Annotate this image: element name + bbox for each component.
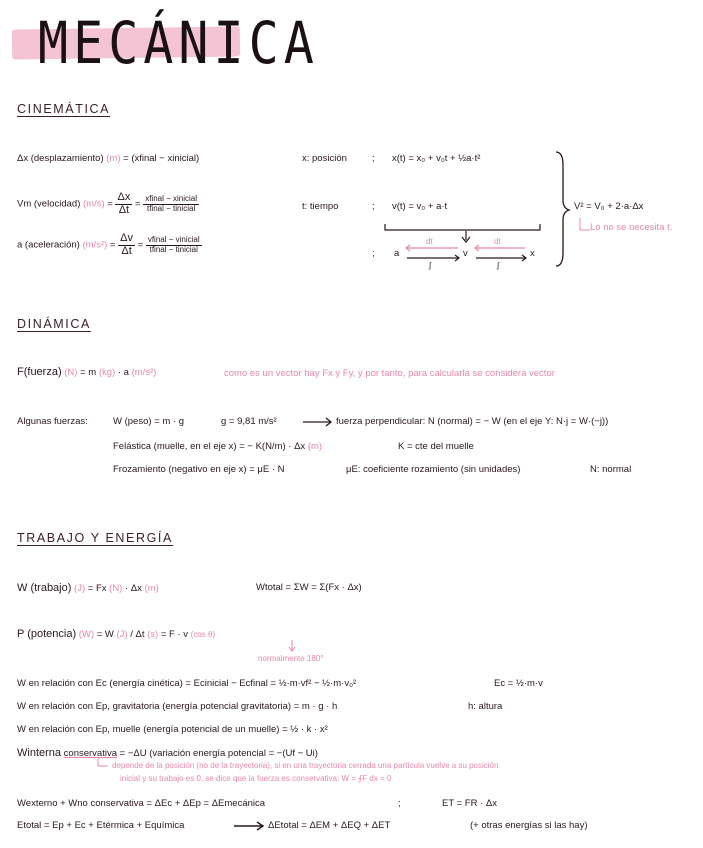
a-unit: (m/s²) — [82, 239, 108, 251]
note-hook — [580, 218, 590, 230]
a-den: Δt — [121, 244, 132, 257]
f-ms2: (m/s²) — [131, 367, 157, 378]
w-m: (m) — [144, 583, 159, 594]
f-elastica-unit: (m) — [307, 441, 323, 452]
semicolon-1: ; — [372, 153, 375, 164]
cons-note-1: depende de la posición (no de la trayectoria), si en una trayectoria cerrada una partícula vuelve a su posición — [112, 761, 499, 770]
w-ec-line: W en relación con Ec (energía cinética) = Ecinicial − Ecfinal = ½·m·vf² − ½·m·v₀² — [17, 678, 357, 689]
perp-force: fuerza perpendicular: N (normal) = − W (en el eje Y: N·j = W·(−j)) — [336, 416, 609, 427]
e-total: Etotal = Ep + Ec + Etérmica + Equímica — [17, 820, 185, 831]
cons-hook — [98, 758, 108, 766]
p-s: (s) — [147, 629, 159, 640]
winterna-c: = −ΔU (variación energía potencial = −(Uf − Ui) — [119, 748, 318, 759]
dx-unit: (m) — [106, 153, 121, 164]
p-j: (J) — [116, 629, 128, 640]
w-interna-line — [17, 747, 318, 759]
f-elastica: Felástica (muelle, en el eje x) = − K(N/m) · Δx — [113, 441, 306, 452]
bracket-under — [385, 224, 540, 230]
k-cte: K = cte del muelle — [398, 441, 474, 452]
p-fv: = F · v — [160, 629, 189, 640]
e-t: ET = FR · Δx — [442, 798, 497, 809]
f-unit: (N) — [64, 367, 78, 378]
algunas-fuerzas: Algunas fuerzas: — [17, 416, 88, 427]
p-note: normalmente 180° — [258, 654, 324, 663]
w-unit: (J) — [74, 583, 86, 594]
a-frac — [118, 233, 135, 257]
deriv-v: v — [463, 248, 468, 259]
vm-eq: = — [107, 198, 113, 210]
w-dx: · Δx — [125, 583, 142, 594]
int-label-1: ∫ — [429, 261, 432, 270]
deriv-a: a — [394, 248, 400, 259]
p-cos: (cos θ) — [190, 630, 216, 639]
dx-line — [17, 153, 199, 164]
vm-label: Vm (velocidad) — [17, 198, 81, 210]
vm-num: Δx — [117, 191, 131, 203]
a-frac2 — [146, 236, 202, 254]
w-peso: W (peso) = m · g — [113, 416, 184, 427]
vm-unit: (m/s) — [83, 198, 105, 210]
dx-eq: = (xfinal − xinicial) — [123, 153, 200, 164]
a-line — [17, 233, 202, 257]
f-kg: (kg) — [98, 367, 116, 378]
w-eq: = Fx — [87, 583, 107, 594]
winterna-a: Winterna — [17, 747, 62, 759]
v2-equation: V² = V₀ + 2·a·Δx — [574, 201, 644, 212]
f-elastica-line — [113, 441, 322, 452]
int-label-2: ∫ — [497, 261, 500, 270]
p-label: P (potencia) — [17, 628, 77, 640]
w-externo: Wexterno + Wno conservativa = ΔEc + ΔEp = ΔEmecánica — [17, 798, 266, 809]
p-eq: = W — [96, 629, 114, 640]
n-normal: N: normal — [590, 464, 632, 475]
right-brace — [556, 152, 569, 266]
heading-cinematica: CINEMÁTICA — [17, 102, 111, 116]
a-eq2: = — [137, 239, 144, 251]
w-ep-muelle: W en relación con Ep, muelle (energía potencial de un muelle) = ½ · k · x² — [17, 724, 328, 735]
otras-energias: (+ otras energías si las hay) — [470, 820, 588, 831]
page-title: MECÁNICA — [38, 10, 319, 77]
t-tiempo: t: tiempo — [302, 201, 339, 212]
f-a: · a — [117, 367, 129, 378]
v-t-equation: v(t) = v₀ + a·t — [392, 201, 448, 212]
p-dt: / Δt — [130, 629, 145, 640]
heading-dinamica: DINÁMICA — [17, 317, 91, 331]
w-ep-grav: W en relación con Ep, gravitatoria (energía potencial gravitatoria) = m · g · h — [17, 701, 338, 712]
dx-label: Δx (desplazamiento) — [17, 153, 104, 164]
a-num2: vfinal − vinicial — [147, 235, 200, 245]
cons-note-2: inicial y su trabajo es 0, se dice que la fuerza es conservativa: W = ∮F dx = 0 — [120, 774, 392, 783]
x-posicion: x: posición — [302, 153, 347, 164]
x-t-equation: x(t) = x₀ + v₀t + ½a·t² — [392, 153, 481, 164]
vm-den: Δt — [118, 203, 130, 216]
w-trabajo-line — [17, 582, 159, 594]
vm-num2: xfinal − xinicial — [145, 194, 197, 204]
vm-frac2 — [143, 195, 199, 213]
a-den2: tfinal − tinicial — [149, 244, 198, 254]
a-num: Δv — [120, 232, 133, 244]
dt-label-1: dt — [426, 237, 433, 246]
f-line — [17, 366, 156, 378]
winterna-b: conservativa — [63, 748, 118, 759]
h-altura: h: altura — [468, 701, 503, 712]
ec-def: Ec = ½·m·v — [494, 678, 543, 689]
vm-den2: tfinal − tinicial — [146, 203, 196, 213]
vm-eq2: = — [134, 198, 141, 210]
g-value: g = 9,81 m/s² — [221, 416, 277, 427]
vm-line — [17, 192, 199, 216]
p-unit: (W) — [78, 629, 95, 640]
a-label: a (aceleración) — [17, 239, 80, 251]
w-label: W (trabajo) — [17, 582, 72, 594]
deriv-x: x — [530, 248, 535, 259]
delta-e-total: ΔEtotal = ΔEM + ΔEQ + ΔET — [268, 820, 391, 831]
a-eq: = — [109, 239, 116, 251]
w-n: (N) — [109, 583, 123, 594]
p-line — [17, 628, 215, 640]
f-eq: = m — [80, 367, 97, 378]
semicolon-2: ; — [372, 201, 375, 212]
w-total: Wtotal = ΣW = Σ(Fx · Δx) — [256, 582, 362, 593]
semicolon-3: ; — [372, 248, 375, 259]
f-rozamiento: Frozamiento (negativo en eje x) = μE · N — [113, 464, 285, 475]
heading-trabajo: TRABAJO Y ENERGÍA — [17, 531, 173, 545]
vm-frac — [115, 192, 132, 216]
dt-label-2: dt — [494, 237, 501, 246]
f-note: como es un vector hay Fx y Fy, y por tanto, para calcularla se considera vector — [224, 368, 555, 379]
mu-coef: μE: coeficiente rozamiento (sin unidades) — [346, 464, 521, 475]
f-label: F(fuerza) — [17, 366, 62, 378]
semicolon-4: ; — [398, 798, 401, 809]
v2-note: Lo no se necesita t. — [590, 222, 673, 233]
